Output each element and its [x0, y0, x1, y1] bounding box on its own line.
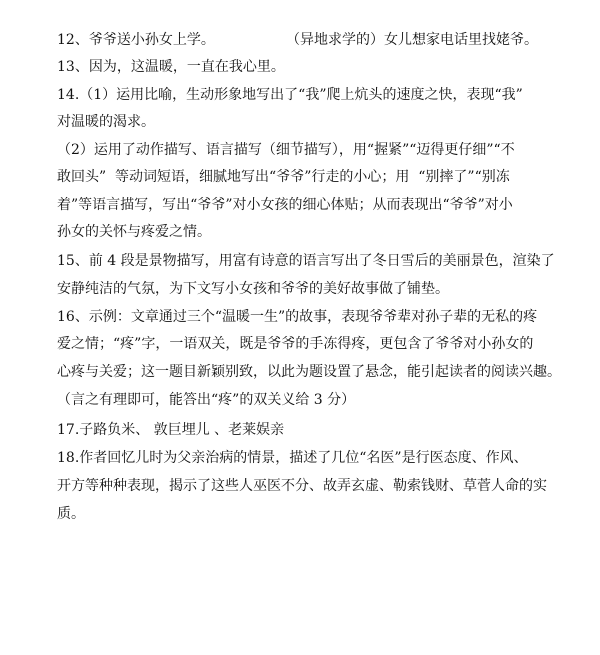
answer-12: 12、爷爷送小孙女上学。 （异地求学的）女儿想家电话里找姥爷。 [57, 32, 539, 48]
answer-17: 17.子路负米、 敦巨埋儿 、老莱娱亲 [57, 422, 285, 438]
answer-18-line-3: 质。 [57, 506, 85, 522]
answer-14-2-line-4: 孙女的关怀与疼爱之情。 [57, 224, 211, 240]
answer-14-2-line-3: 着”等语言描写，写出“爷爷”对小女孩的细心体贴；从而表现出“爷爷”对小 [57, 197, 513, 213]
answer-15-line-2: 安静纯洁的气氛，为下文写小女孩和爷爷的美好故事做了铺垫。 [57, 281, 449, 297]
answer-18-line-2: 开方等种种表现，揭示了这些人巫医不分、故弄玄虚、勒索钱财、草菅人命的实 [57, 478, 547, 494]
answer-14-1-line-2: 对温暖的渴求。 [57, 114, 155, 130]
answer-16-line-1: 16、示例：文章通过三个“温暖一生”的故事，表现爷爷辈对孙子辈的无私的疼 [57, 309, 538, 325]
answer-13: 13、因为，这温暖，一直在我心里。 [57, 59, 285, 75]
answer-16-line-4: （言之有理即可，能答出“疼”的双关义给 3 分） [57, 392, 356, 408]
answer-14-2-line-2: 敢回头” 等动词短语，细腻地写出“爷爷”行走的小心；用 “别摔了”“别冻 [57, 169, 510, 185]
answer-14-1-line-1: 14.（1）运用比喻，生动形象地写出了“我”爬上炕头的速度之快，表现“我” [57, 87, 523, 103]
answer-14-2-line-1: （2）运用了动作描写、语言描写（细节描写），用“握紧”“迈得更仔细”“不 [57, 142, 515, 158]
answer-16-line-3: 心疼与关爱；这一题目新颖别致，以此为题设置了悬念，能引起读者的阅读兴趣。 [57, 364, 561, 380]
answer-16-line-2: 爱之情；“疼”字，一语双关，既是爷爷的手冻得疼，更包含了爷爷对小孙女的 [57, 336, 534, 352]
answer-15-line-1: 15、前 4 段是景物描写，用富有诗意的语言写出了冬日雪后的美丽景色，渲染了 [57, 253, 555, 269]
answer-18-line-1: 18.作者回忆儿时为父亲治病的情景，描述了几位“名医”是行医态度、作风、 [57, 450, 528, 466]
